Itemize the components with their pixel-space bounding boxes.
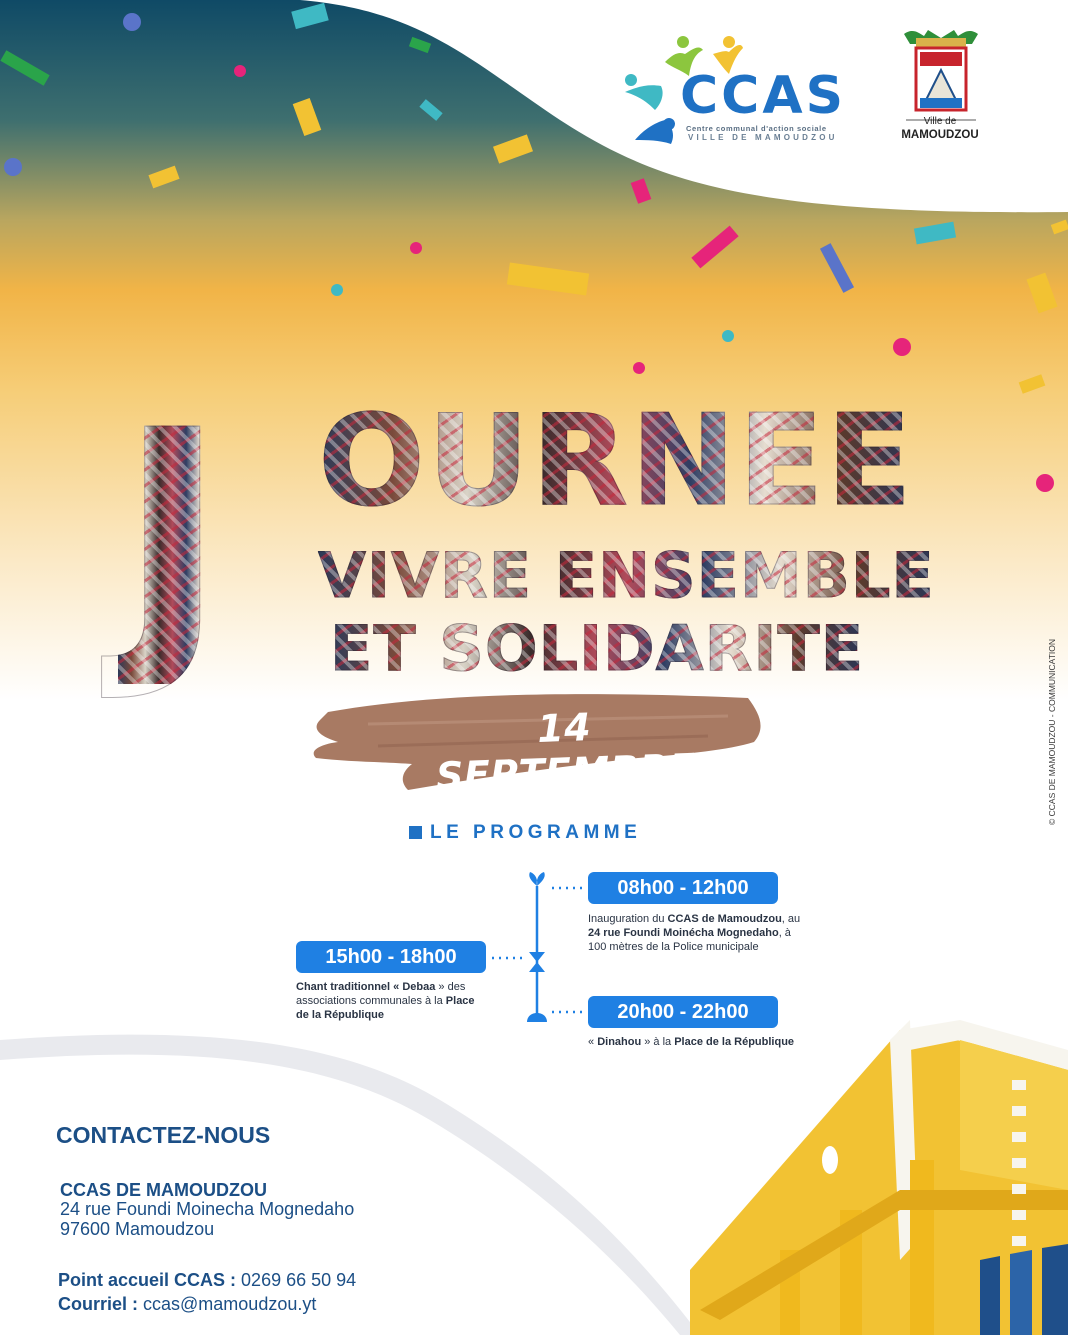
city-logo-prefix: Ville de (923, 116, 957, 127)
title-et-solidarite: ET SOLIDARITE (330, 612, 865, 685)
event-description-dinahou: « Dinahou » à la Place de la République (588, 1036, 795, 1048)
contact-heading: CONTACTEZ-NOUS (56, 1122, 271, 1148)
ccas-logo-text: CCAS (680, 66, 847, 126)
email-address: ccas@mamoudzou.yt (143, 1294, 317, 1314)
title-vivre-ensemble: VIVRE ENSEMBLE (318, 539, 935, 612)
contact-email: Courriel : ccas@mamoudzou.yt (58, 1294, 317, 1314)
time-slot-morning: 08h00 - 12h00 (588, 872, 778, 904)
title-initial-j: J (118, 368, 227, 708)
programme-bullet-square (409, 826, 422, 839)
ccas-building-illustration (660, 1010, 1068, 1335)
programme-timeline (490, 872, 590, 1032)
city-logo-name: MAMOUDZOU (901, 129, 979, 141)
contact-phone: Point accueil CCAS : 0269 66 50 94 (58, 1270, 357, 1290)
time-slot-afternoon: 15h00 - 18h00 (296, 941, 486, 973)
sprout-icon (529, 872, 544, 886)
phone-number: 0269 66 50 94 (241, 1270, 357, 1290)
event-date: 14 SEPTEMBRE (435, 705, 697, 799)
contact-address-line2: 97600 Mamoudzou (60, 1219, 215, 1239)
time-slot-evening: 20h00 - 22h00 (588, 996, 778, 1028)
event-description-debaa: Chant traditionnel « Debaa » des associations communales à la Place de la République (296, 981, 475, 1021)
ccas-logo-subtitle: Centre communal d'action sociale (686, 124, 827, 133)
contact-organisation: CCAS DE MAMOUDZOU (60, 1180, 267, 1200)
ccas-logo-city: VILLE DE MAMOUDZOU (688, 133, 838, 142)
credit-notice: © CCAS DE MAMOUDZOU - COMMUNICATION (1047, 638, 1057, 825)
title-journee: OURNEE (318, 387, 915, 534)
dome-icon (527, 1013, 547, 1022)
hourglass-icon (529, 952, 545, 962)
programme-heading: LE PROGRAMME (430, 822, 642, 843)
contact-address-line1: 24 rue Foundi Moinecha Mognedaho (60, 1199, 355, 1219)
event-description-inauguration: Inauguration du CCAS de Mamoudzou, au 24 rue Foundi Moinécha Mognedaho, à 100 mètres de la Police municipale (588, 913, 801, 953)
